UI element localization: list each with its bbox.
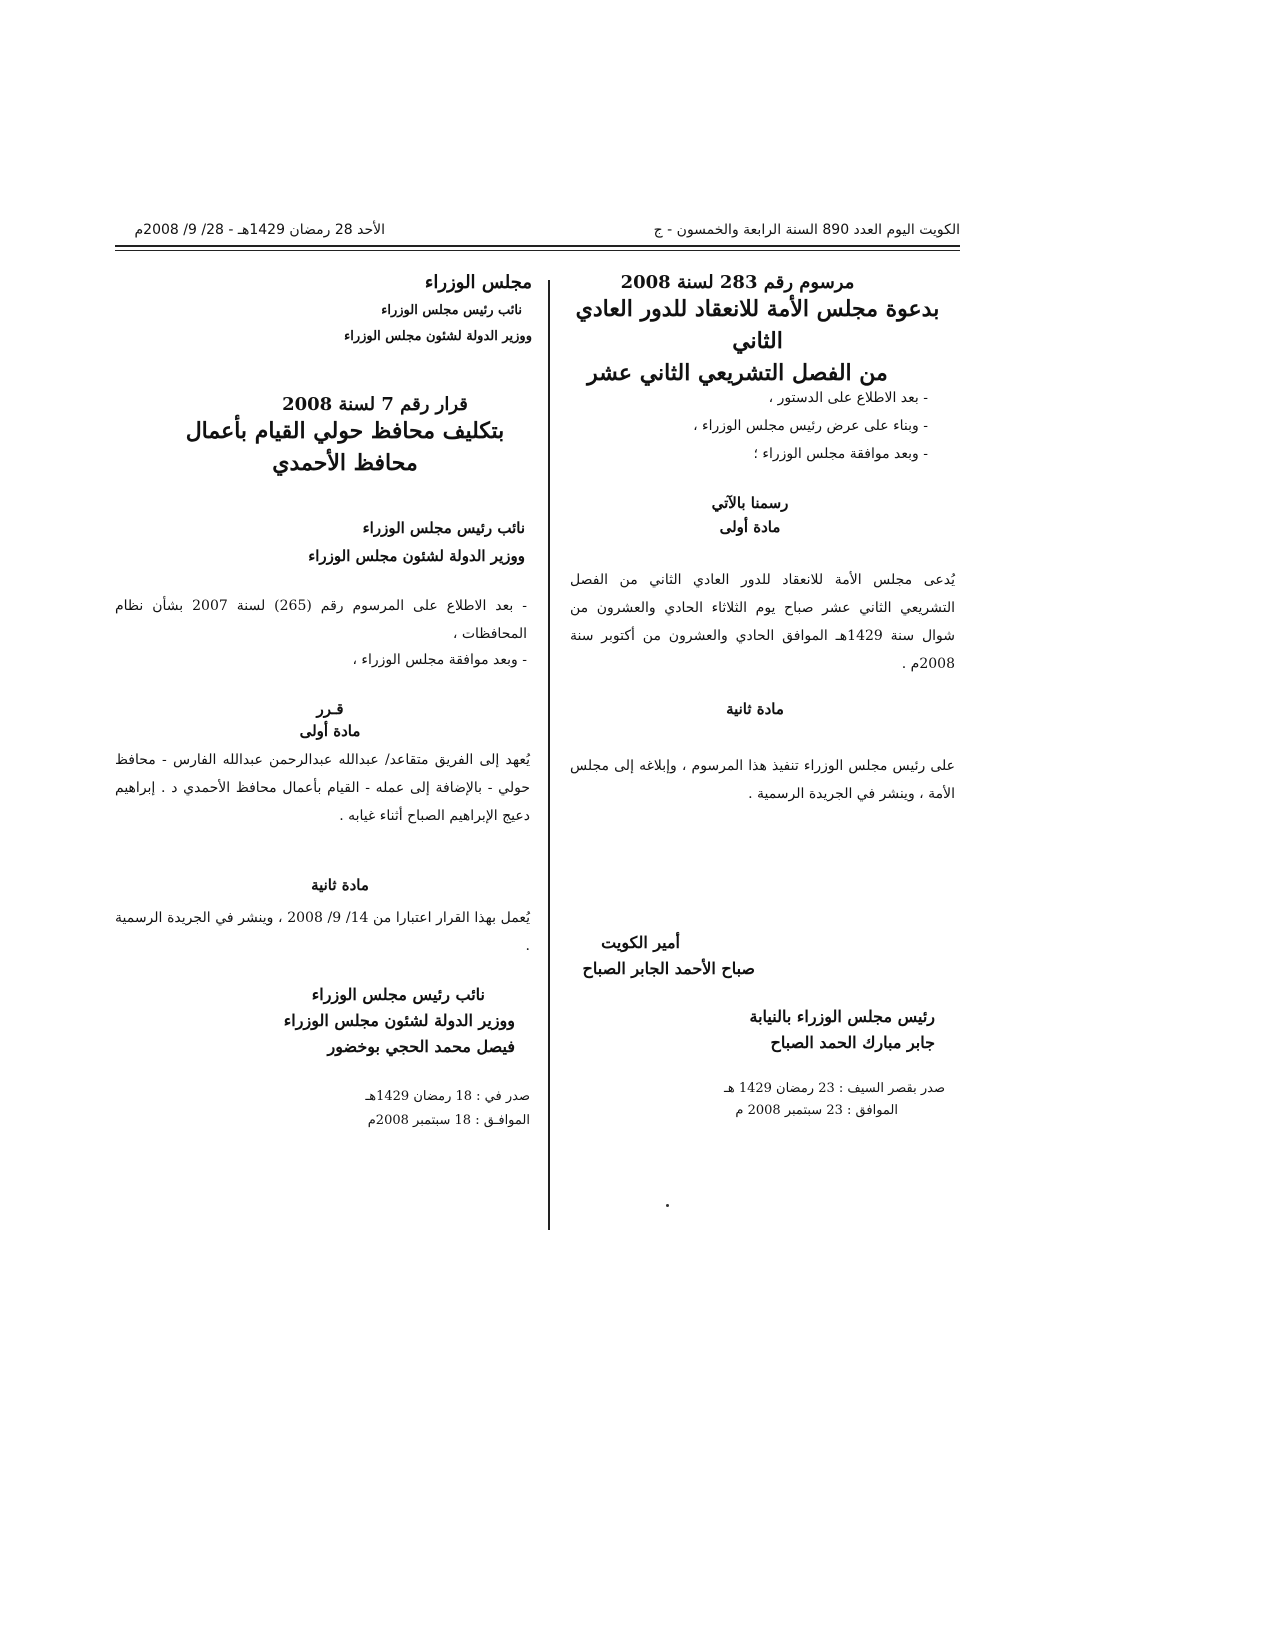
resolution-org-sub2: ووزير الدولة لشئون مجلس الوزراء [344, 329, 532, 344]
header-rule-bottom [115, 250, 960, 251]
decree-preamble-item: - بعد الاطلاع على الدستور ، [768, 390, 928, 406]
decree-article2-text: على رئيس مجلس الوزراء تنفيذ هذا المرسوم ، وإبلاغه إلى مجلس الأمة ، وينشر في الجريدة الرسمية . [570, 758, 955, 802]
resolution-signature [145, 982, 515, 1060]
resolution-issuer-1: نائب رئيس مجلس الوزراء [362, 519, 525, 537]
header-rule-top [115, 245, 960, 247]
resolution-sig-3: فيصل محمد الحجي بوخضور [327, 1037, 515, 1056]
resolution-issued-date: صدر في : 18 رمضان 1429هـ [365, 1089, 530, 1104]
resolution-subtitle-1: بتكليف محافظ حولي القيام بأعمال [185, 418, 505, 444]
resolution-issuer-2: ووزير الدولة لشئون مجلس الوزراء [308, 547, 525, 565]
resolution-org: مجلس الوزراء [424, 272, 532, 293]
resolution-title: قرار رقم 7 لسنة 2008 [282, 394, 468, 415]
resolution-article1-text: يُعهد إلى الفريق متقاعد/ عبدالله عبدالرحمن عبدالله الفارس - محافظ حولي - بالإضافة إلى عمله - القيام بأعمال محافظ الأحمدي د . إبراهيم دعيج الإبراهيم الصباح أثناء غيابه . [115, 752, 530, 824]
scan-speck [666, 1204, 669, 1207]
resolution-sig-2: ووزير الدولة لشئون مجلس الوزراء [283, 1011, 515, 1030]
decree-preamble [570, 384, 928, 468]
decree-issued-gregorian: الموافق : 23 سبتمبر 2008 م [735, 1103, 898, 1118]
decree-preamble-item: - وبعد موافقة مجلس الوزراء ؛ [753, 446, 928, 462]
resolution-article2-text: يُعمل بهذا القرار اعتبارا من 14/ 9/ 2008 ، وينشر في الجريدة الرسمية . [115, 910, 531, 954]
resolution-decided: قـرر [316, 700, 344, 718]
decree-subtitle-1: بدعوة مجلس الأمة للانعقاد للدور العادي الثاني [575, 296, 940, 354]
decree-article2-heading: مادة ثانية [726, 700, 784, 718]
resolution-article2-heading: مادة ثانية [311, 876, 369, 894]
amir-title: أمير الكويت [601, 933, 680, 952]
decree-subtitle-2: من الفصل التشريعي الثاني عشر [587, 360, 888, 386]
resolution-sig-1: نائب رئيس مجلس الوزراء [311, 985, 485, 1004]
resolution-preamble-2-wrap [300, 646, 527, 674]
resolution-preamble-2: - وبعد موافقة مجلس الوزراء ، [352, 652, 527, 668]
pm-title: رئيس مجلس الوزراء بالنيابة [749, 1007, 935, 1026]
resolution-org-sub1: نائب رئيس مجلس الوزراء [381, 303, 522, 318]
decree-title: مرسوم رقم 283 لسنة 2008 [620, 272, 855, 293]
decree-preamble-item: - وبناء على عرض رئيس مجلس الوزراء ، [693, 418, 928, 434]
decree-column [570, 268, 945, 389]
amir-name: صباح الأحمد الجابر الصباح [582, 959, 755, 978]
header-date: الأحد 28 رمضان 1429هـ - 28/ 9/ 2008م [134, 222, 385, 238]
resolution-preamble-1: - بعد الاطلاع على المرسوم رقم (265) لسنة 2007 بشأن نظام المحافظات ، [115, 598, 527, 642]
resolution-article1-heading: مادة أولى [299, 722, 361, 740]
resolution-subtitle-2: محافظ الأحمدي [272, 450, 418, 476]
decree-article1-heading: مادة أولى [719, 518, 781, 536]
decree-decreed: رسمنا بالآتي [711, 494, 789, 512]
column-divider [548, 280, 550, 1230]
decree-issued-place-date: صدر بقصر السيف : 23 رمضان 1429 هـ [724, 1081, 945, 1096]
resolution-issued-gregorian: الموافـق : 18 سبتمبر 2008م [367, 1113, 530, 1128]
resolution-org-block [300, 268, 532, 350]
pm-name: جابر مبارك الحمد الصباح [770, 1033, 935, 1052]
decree-article1-text: يُدعى مجلس الأمة للانعقاد للدور العادي الثاني من الفصل التشريعي الثاني عشر صباح يوم الثلاثاء الحادي والعشرون من شوال سنة 1429هـ الموافق الحادي والعشرون من أكتوبر سنة 2008م . [570, 572, 955, 672]
header-issue-info: الكويت اليوم العدد 890 السنة الرابعة والخمسون - ج [653, 222, 960, 238]
resolution-title-block [175, 394, 515, 479]
resolution-issuer [280, 514, 525, 570]
